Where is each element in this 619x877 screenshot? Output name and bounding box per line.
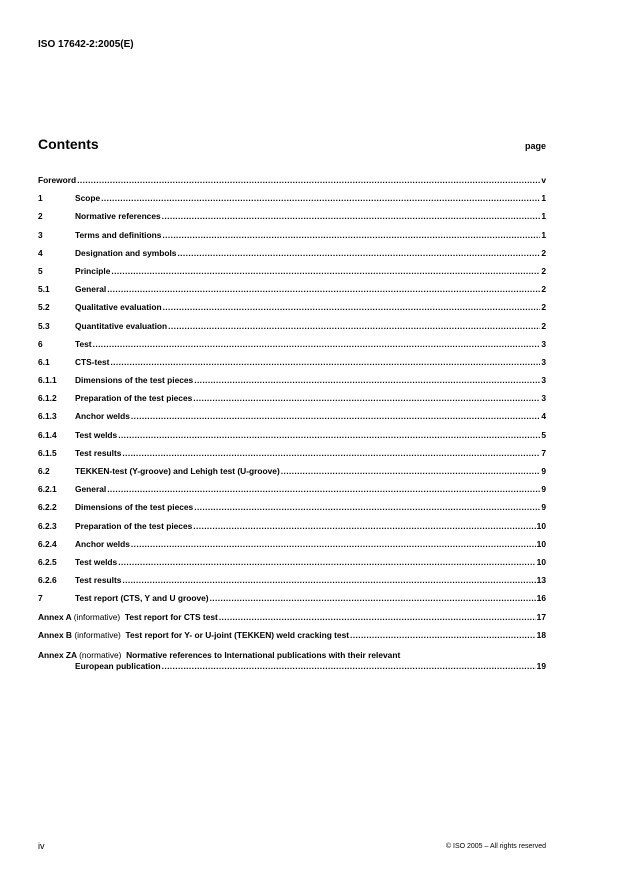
toc-entry[interactable]	[38, 248, 546, 266]
toc-page-number: 7	[541, 447, 546, 458]
toc-page-number: 1	[541, 211, 546, 222]
toc-entry[interactable]	[38, 539, 546, 557]
dot-leader	[162, 211, 541, 222]
toc-section-title: Qualitative evaluation	[75, 302, 162, 313]
annex-page: 18	[536, 629, 546, 640]
annex-page: 17	[536, 611, 546, 622]
dot-leader	[163, 302, 541, 313]
toc-section-title: General	[75, 484, 107, 495]
dot-leader	[193, 393, 540, 404]
document-header: ISO 17642-2:2005(E)	[38, 39, 134, 50]
dot-leader	[162, 661, 536, 672]
toc-section-title: Principle	[75, 265, 111, 276]
toc-entry[interactable]	[38, 175, 546, 193]
toc-section-title: Anchor welds	[75, 411, 130, 422]
annex-title-line1: Normative references to International publications with their relevant	[126, 649, 401, 660]
toc-entry[interactable]	[38, 302, 546, 320]
toc-page-number: 5	[541, 429, 546, 440]
toc-section-title: Dimensions of the test pieces	[75, 375, 194, 386]
toc-section-title: Preparation of the test pieces	[75, 393, 193, 404]
annex-title: Test report for CTS test	[124, 611, 218, 622]
annex-kind: (normative)	[79, 649, 122, 660]
toc-section-number: 7	[38, 593, 43, 604]
toc-page-number: 3	[541, 338, 546, 349]
toc-entry[interactable]	[38, 484, 546, 502]
toc-section-number: 6.2	[38, 466, 50, 476]
toc-section-title: Test results	[75, 575, 122, 586]
toc-section-number: 5.1	[38, 284, 50, 295]
dot-leader	[219, 612, 536, 623]
toc-page-number: 3	[541, 375, 546, 386]
toc-entry[interactable]	[38, 375, 546, 393]
annex-kind: (informative)	[73, 611, 121, 622]
toc-section-title: Anchor welds	[75, 538, 130, 549]
toc-section-title: Test	[75, 338, 92, 349]
dot-leader	[101, 193, 540, 204]
toc-entry[interactable]	[38, 466, 546, 484]
toc-section-title: Normative references	[75, 211, 161, 222]
toc-section-number: 5.3	[38, 320, 50, 331]
dot-leader	[111, 266, 540, 277]
annex-title-line2: European publication	[75, 660, 161, 671]
toc-section-title: General	[75, 284, 107, 295]
toc-section-number: 4	[38, 247, 43, 258]
toc-section-number: 6.1.4	[38, 429, 57, 440]
table-of-contents	[38, 175, 546, 672]
dot-leader	[281, 466, 541, 477]
toc-page-number: v	[541, 175, 546, 185]
toc-entry[interactable]	[38, 448, 546, 466]
toc-entry[interactable]	[38, 321, 546, 339]
dot-leader	[168, 321, 540, 332]
toc-section-number: 6.2.3	[38, 520, 57, 531]
toc-page-number: 2	[541, 320, 546, 331]
toc-section-title: Scope	[75, 193, 101, 204]
toc-section-number: 6.2.1	[38, 484, 57, 495]
contents-heading: Contents	[38, 136, 99, 152]
toc-section-number: 5.2	[38, 302, 50, 313]
toc-section-number: 6.1.5	[38, 447, 57, 458]
toc-section-number: 6.2.2	[38, 502, 57, 513]
toc-entry[interactable]	[38, 521, 546, 539]
toc-section-number: 6.2.4	[38, 538, 57, 549]
toc-section-title: Test results	[75, 447, 122, 458]
toc-section-title: Test report (CTS, Y and U groove)	[75, 593, 209, 604]
annex-label: Annex ZA	[38, 649, 77, 660]
annex-title: Test report for Y- or U-joint (TEKKEN) weld cracking test	[125, 629, 350, 640]
toc-section-title: Designation and symbols	[75, 247, 177, 258]
toc-page-number: 9	[541, 466, 546, 476]
toc-page-number: 2	[541, 302, 546, 313]
toc-section-number: 6.1.3	[38, 411, 57, 422]
toc-entry[interactable]	[38, 357, 546, 375]
toc-page-number: 13	[536, 575, 546, 586]
toc-entry[interactable]	[38, 593, 546, 611]
dot-leader	[118, 557, 535, 568]
toc-entries	[38, 175, 546, 612]
toc-section-number: 5	[38, 265, 43, 276]
toc-section-number: 6.1.1	[38, 375, 57, 386]
toc-page-number: 1	[541, 193, 546, 204]
toc-page-number: 10	[536, 538, 546, 549]
dot-leader	[194, 502, 540, 513]
toc-section-title: Foreword	[38, 175, 77, 185]
toc-page-number: 1	[541, 229, 546, 240]
toc-section-title: CTS-test	[75, 356, 110, 367]
toc-page-number: 4	[541, 411, 546, 422]
toc-entry[interactable]	[38, 411, 546, 429]
toc-section-number: 6.1.2	[38, 393, 57, 404]
annex-label: Annex A	[38, 611, 72, 622]
toc-entry[interactable]	[38, 193, 546, 211]
dot-leader	[107, 484, 540, 495]
toc-entry[interactable]	[38, 502, 546, 520]
toc-entry[interactable]	[38, 284, 546, 302]
toc-section-number: 3	[38, 229, 43, 240]
toc-section-title: Dimensions of the test pieces	[75, 502, 194, 513]
page-number: iv	[38, 841, 45, 851]
dot-leader	[110, 357, 540, 368]
toc-section-title: Terms and definitions	[75, 229, 162, 240]
dot-leader	[194, 375, 540, 386]
toc-page-number: 9	[541, 484, 546, 495]
toc-section-title: Test welds	[75, 429, 118, 440]
toc-section-number: 6.2.5	[38, 556, 57, 567]
dot-leader	[177, 248, 540, 259]
dot-leader	[131, 411, 540, 422]
toc-section-number: 2	[38, 211, 43, 222]
toc-page-number: 2	[541, 284, 546, 295]
toc-page-number: 16	[536, 593, 546, 604]
toc-page-number: 3	[541, 393, 546, 404]
toc-section-title: TEKKEN-test (Y-groove) and Lehigh test (U-groove)	[75, 466, 280, 476]
dot-leader	[93, 339, 541, 350]
toc-section-title: Quantitative evaluation	[75, 320, 168, 331]
toc-entry[interactable]	[38, 557, 546, 575]
toc-page-number: 10	[536, 520, 546, 531]
toc-section-number: 6	[38, 338, 43, 349]
toc-section-number: 6.2.6	[38, 575, 57, 586]
dot-leader	[122, 448, 540, 459]
toc-entry[interactable]	[38, 430, 546, 448]
toc-entry[interactable]	[38, 266, 546, 284]
toc-entry-annex[interactable]	[38, 612, 546, 630]
copyright-notice: © ISO 2005 – All rights reserved	[445, 843, 546, 850]
toc-page-number: 2	[541, 265, 546, 276]
toc-section-title: Test welds	[75, 556, 118, 567]
toc-section-number: 1	[38, 193, 43, 204]
dot-leader	[122, 575, 535, 586]
dot-leader	[77, 175, 540, 186]
toc-page-number: 10	[536, 556, 546, 567]
toc-page-number: 9	[541, 502, 546, 513]
annex-page: 19	[536, 660, 546, 671]
toc-entry[interactable]	[38, 230, 546, 248]
annex-entries	[38, 612, 546, 648]
dot-leader	[118, 430, 540, 441]
toc-page-number: 3	[541, 356, 546, 367]
toc-entry[interactable]	[38, 211, 546, 229]
toc-entry[interactable]	[38, 393, 546, 411]
dot-leader	[162, 230, 540, 241]
toc-entry-annex[interactable]	[38, 630, 546, 648]
toc-entry[interactable]	[38, 339, 546, 357]
toc-entry[interactable]	[38, 575, 546, 593]
annex-label: Annex B	[38, 629, 72, 640]
toc-entry-annex-za[interactable]	[38, 650, 546, 672]
page-column-label: page	[524, 141, 546, 151]
annex-kind: (informative)	[74, 629, 121, 640]
dot-leader	[107, 284, 540, 295]
toc-section-title: Preparation of the test pieces	[75, 520, 193, 531]
dot-leader	[193, 521, 535, 532]
toc-section-number: 6.1	[38, 356, 50, 367]
dot-leader	[210, 593, 536, 604]
dot-leader	[131, 539, 536, 550]
dot-leader	[350, 630, 536, 641]
toc-page-number: 2	[541, 247, 546, 258]
